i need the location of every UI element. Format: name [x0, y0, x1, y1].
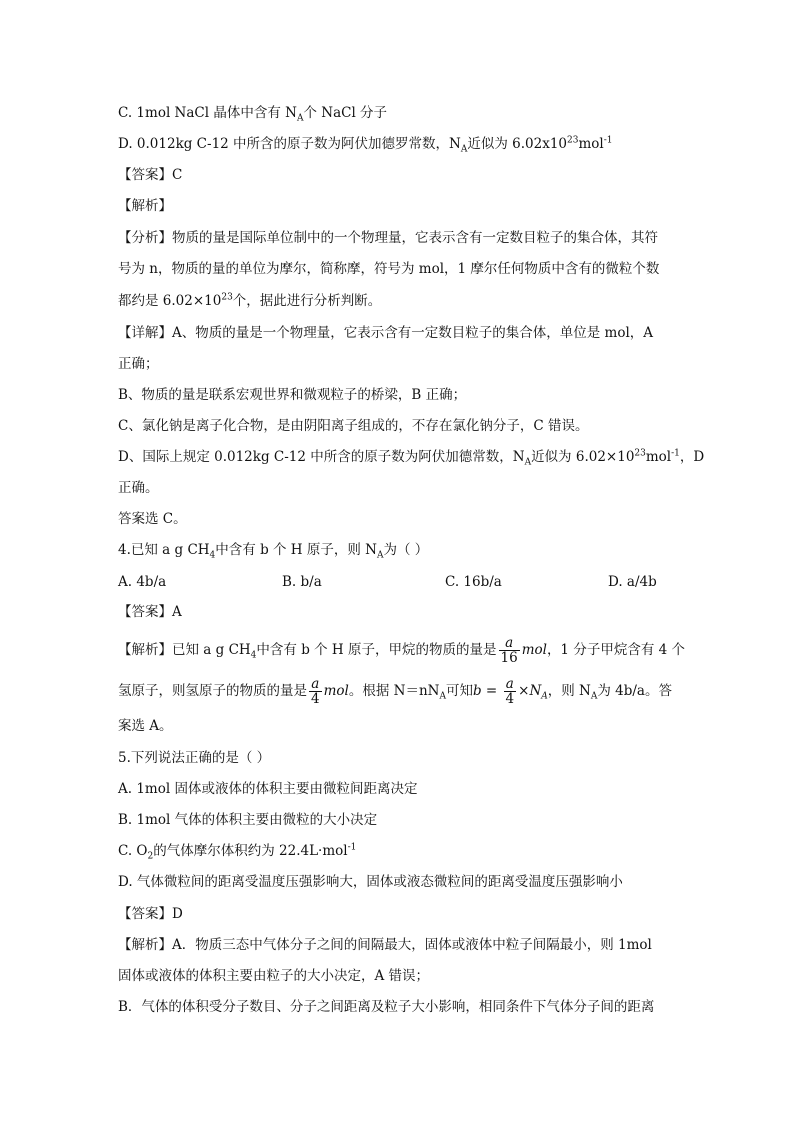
q3-detail-line2: 正确； [118, 356, 159, 372]
q5-option-d: D. 气体微粒间的距离受温度压强影响大，固体或液态微粒间的距离受温度压强影响小 [118, 874, 623, 890]
q3-analysis-line2: 号为 n，物质的量的单位为摩尔，简称摩，符号为 mol，1 摩尔任何物质中含有的微粒个数 [118, 261, 660, 277]
q5-stem: 5.下列说法正确的是（ ） [118, 750, 271, 766]
q4-option-a: A. 4b/a [118, 574, 167, 590]
q3-option-c: C. 1mol NaCl 晶体中含有 $N_A$个 NaCl 分子 [118, 105, 388, 124]
q3-detail-line1: 【详解】A、物质的量是一个物理量，它表示含有一定数目粒子的集合体，单位是 mol，A [118, 325, 654, 341]
q4-explanation-line3: 案选 A。 [118, 718, 173, 734]
q3-detail-d-line1: D、国际上规定 0.012kg C-12 中所含的原子数为阿伏加德常数，$N_A$近似为 $6.02\times 10^{23}mol^{-1}$，D [118, 448, 705, 468]
fraction-a-over-16: $\frac{a}{16}$ [500, 635, 518, 666]
q3-final-answer: 答案选 C。 [118, 511, 187, 527]
q4-option-d: D. a/4b [608, 574, 657, 590]
q5-option-b: B. 1mol 气体的体积主要由微粒的大小决定 [118, 812, 378, 828]
q4-options [118, 573, 678, 591]
q5-explanation-line3: B．气体的体积受分子数目、分子之间距离及粒子大小影响，相同条件下气体分子间的距离 [118, 999, 655, 1015]
q3-option-d: D. 0.012kg C-12 中所含的原子数为阿伏加德罗常数，$N_A$近似为 $6.02x10^{23}mol^{-1}$ [118, 135, 613, 155]
q5-answer: 【答案】D [118, 906, 183, 922]
q3-answer: 【答案】C [118, 167, 183, 183]
fraction-a-over-4-eq: $\frac{a}{4}$ [505, 676, 515, 707]
q4-explanation-line2: 氢原子，则氢原子的物质的量是 $\frac{a}{4}$ mol。根据 $N=nN_A$可知b = $\frac{a}{4}$ $\times N_A$，则 $N_A$为 4b/a。答 [118, 676, 672, 707]
q3-analysis-line3: 都约是 $6.02\times 10^{23}$个，据此进行分析判断。 [118, 292, 382, 309]
q3-analysis-line1: 【分析】物质的量是国际单位制中的一个物理量，它表示含有一定数目粒子的集合体，其符 [118, 230, 658, 246]
q4-answer: 【答案】A [118, 604, 182, 620]
q4-option-b: B. b/a [282, 574, 322, 590]
q3-jiexi-heading: 【解析】 [118, 198, 172, 214]
q5-option-a: A. 1mol 固体或液体的体积主要由微粒间距离决定 [118, 781, 418, 797]
q4-explanation-line1: 【解析】已知 a g $CH_4$中含有 b 个 H 原子，甲烷的物质的量是 $\frac{a}{16}$ mol，1 分子甲烷含有 4 个 [118, 635, 685, 666]
q5-explanation-line1: 【解析】A．物质三态中气体分子之间的间隔最大，固体或液体中粒子间隔最小，则 1mol [118, 937, 652, 953]
q3-detail-b: B、物质的量是联系宏观世界和微观粒子的桥梁，B 正确； [118, 387, 467, 403]
q4-option-c: C. 16b/a [445, 574, 502, 590]
q5-option-c: C. $O_2$的气体摩尔体积约为 22.4L·mol$^{-1}$ [118, 842, 357, 862]
q3-detail-d-line2: 正确。 [118, 480, 159, 496]
q4-stem: 4.已知 a g $CH_4$中含有 b 个 H 原子，则 $N_A$为（ ） [118, 542, 429, 561]
q5-explanation-line2: 固体或液体的体积主要由粒子的大小决定，A 错误； [118, 968, 430, 984]
fraction-a-over-4: $\frac{a}{4}$ [311, 676, 320, 707]
q3-detail-c: C、氯化钠是离子化合物，是由阴阳离子组成的，不存在氯化钠分子，C 错误。 [118, 418, 589, 434]
